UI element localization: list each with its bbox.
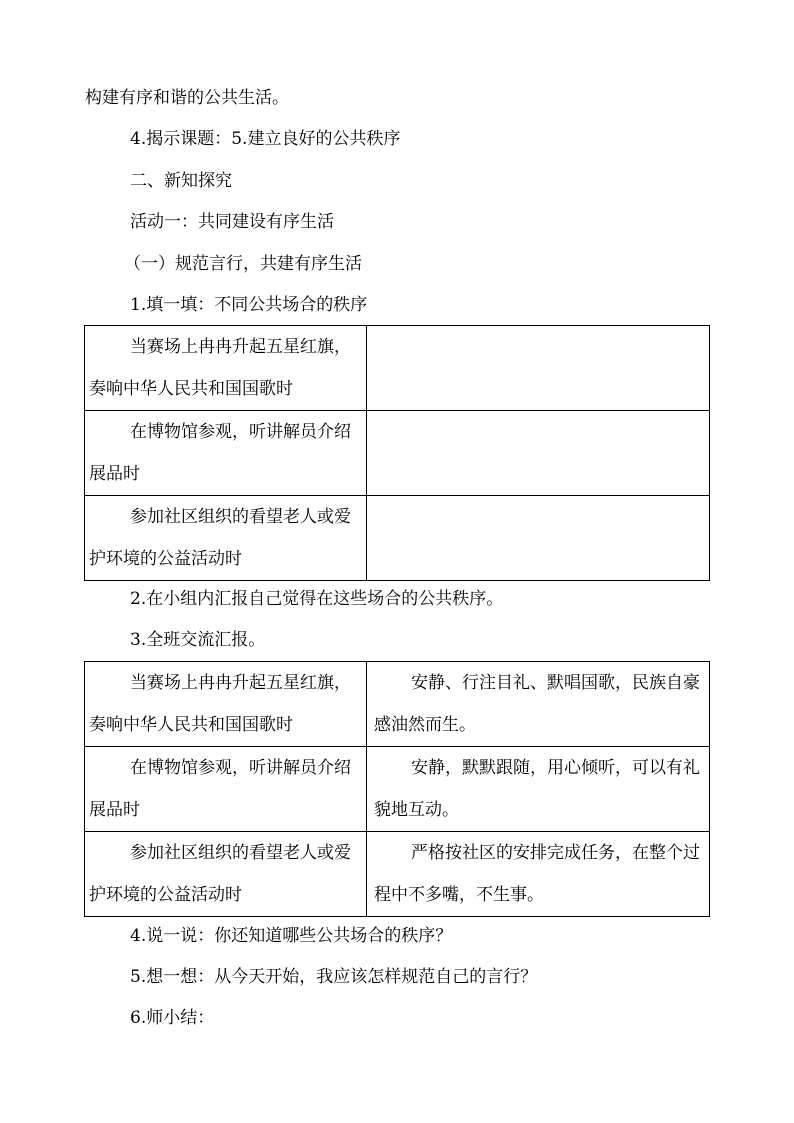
scene-cell (85, 832, 367, 917)
answer-text: 严格按社区的安排完成任务，在整个过程中不多嘴，不生事。 (374, 843, 700, 905)
scene-text: 参加社区组织的看望老人或爱护环境的公益活动时 (89, 843, 351, 905)
answer-text: 安静，默默跟随，用心倾听，可以有礼貌地互动。 (374, 758, 700, 820)
scene-cell (85, 662, 367, 747)
scene-text: 在博物馆参观，听讲解员介绍展品时 (89, 758, 351, 820)
scene-cell (85, 496, 367, 581)
scene-text: 参加社区组织的看望老人或爱护环境的公益活动时 (89, 507, 351, 569)
subsection-title: （一）规范言行，共建有序生活 (124, 254, 362, 274)
scene-cell (85, 747, 367, 832)
table-row (85, 662, 710, 747)
task-group-report: 2.在小组内汇报自己觉得在这些场合的公共秩序。 (130, 589, 504, 609)
answer-cell (367, 496, 710, 581)
topic-line: 4.揭示课题：5.建立良好的公共秩序 (130, 129, 401, 149)
scene-text: 当赛场上冉冉升起五星红旗，奏响中华人民共和国国歌时 (89, 337, 351, 399)
task-summary: 6.师小结： (130, 1008, 215, 1028)
blank-order-table (84, 325, 710, 581)
activity-title: 活动一：共同建设有序生活 (130, 212, 334, 232)
answer-cell (367, 832, 710, 917)
table-row (85, 326, 710, 411)
scene-cell (85, 411, 367, 496)
answer-cell (367, 662, 710, 747)
scene-text: 当赛场上冉冉升起五星红旗，奏响中华人民共和国国歌时 (89, 673, 351, 735)
task-fill-in: 1.填一填：不同公共场合的秩序 (130, 295, 368, 315)
answer-text: 安静、行注目礼、默唱国歌，民族自豪感油然而生。 (374, 673, 700, 735)
answer-cell (367, 411, 710, 496)
task-say: 4.说一说：你还知道哪些公共场合的秩序？ (130, 926, 453, 946)
scene-text: 在博物馆参观，听讲解员介绍展品时 (89, 422, 351, 484)
task-class-report: 3.全班交流汇报。 (130, 630, 266, 650)
answer-cell (367, 326, 710, 411)
table-row (85, 496, 710, 581)
section-heading: 二、新知探究 (130, 171, 232, 191)
answer-cell (367, 747, 710, 832)
scene-cell (85, 326, 367, 411)
table-row (85, 411, 710, 496)
table-row (85, 747, 710, 832)
task-think: 5.想一想：从今天开始，我应该怎样规范自己的言行？ (130, 967, 538, 987)
table-row (85, 832, 710, 917)
filled-order-table (84, 661, 710, 917)
paragraph-continuation: 构建有序和谐的公共生活。 (85, 88, 289, 108)
